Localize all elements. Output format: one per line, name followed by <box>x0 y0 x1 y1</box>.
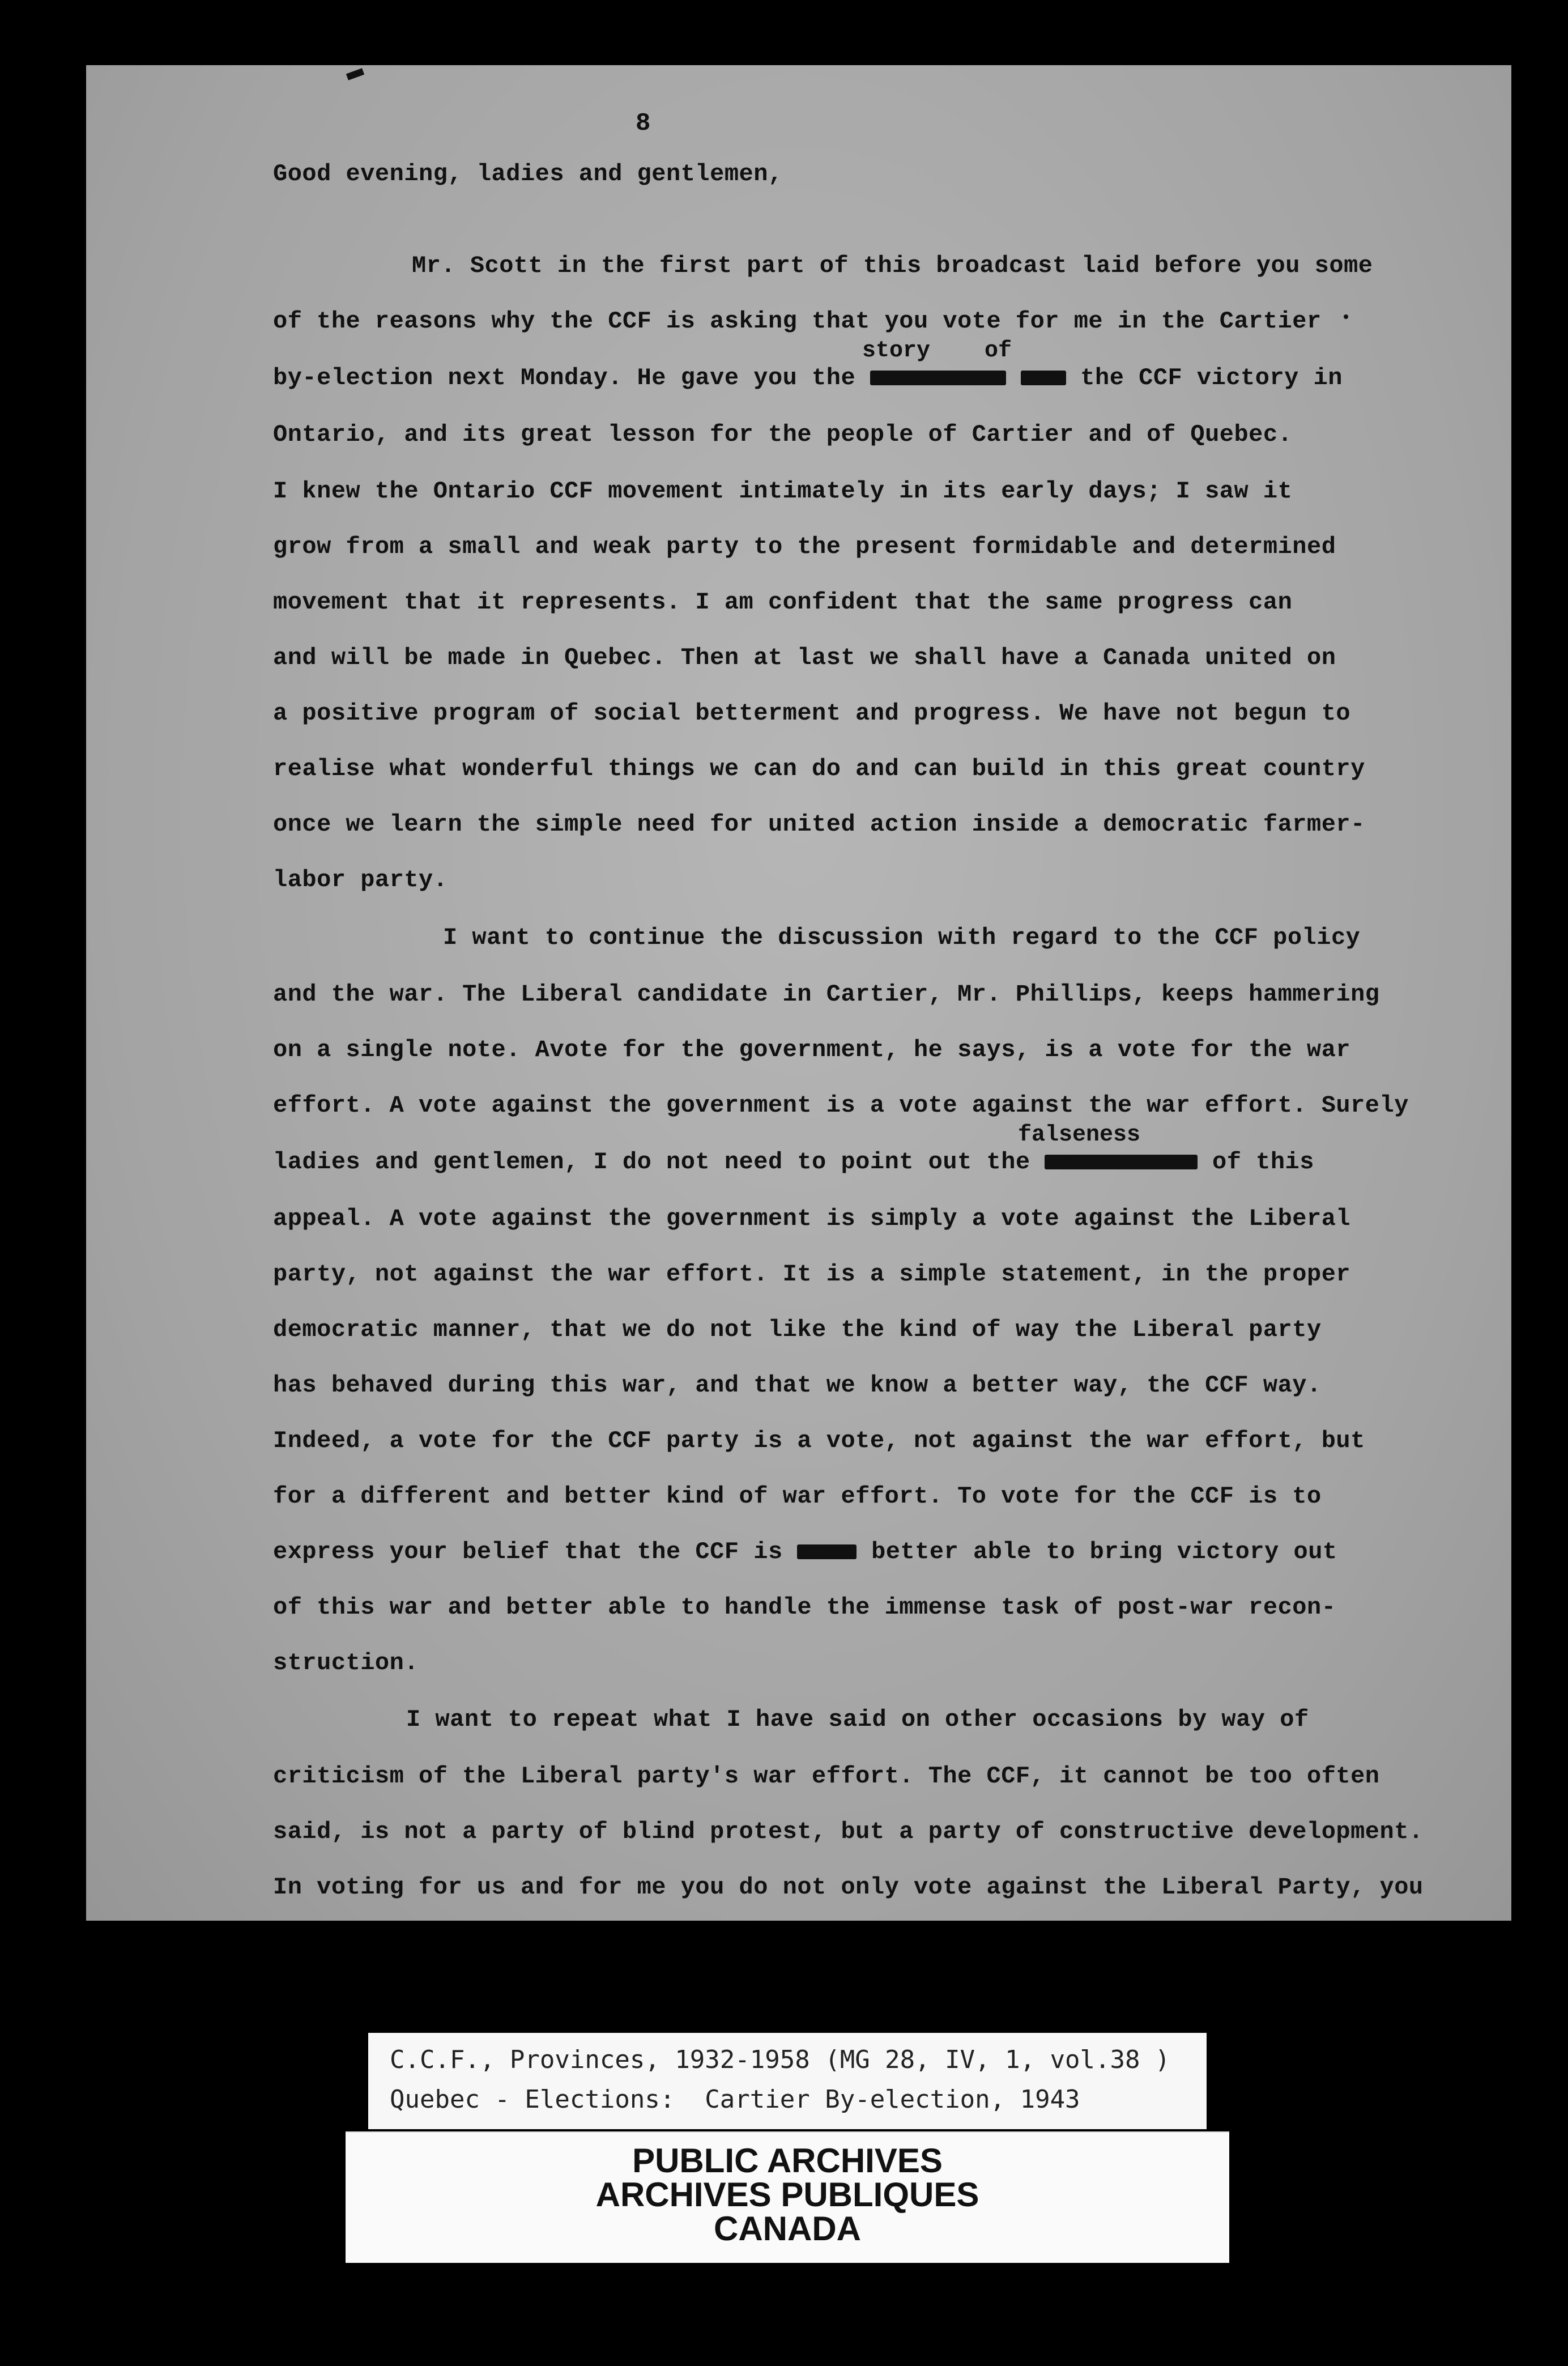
strikethrough-mark <box>1021 371 1066 385</box>
paragraph-line: I want to repeat what I have said on other occasions by way of <box>406 1706 1309 1733</box>
typescript-page <box>86 65 1511 1921</box>
paragraph-line: I knew the Ontario CCF movement intimately in its early days; I saw it <box>273 478 1293 505</box>
archive-reference-label <box>368 2033 1207 2129</box>
paragraph-line: ladies and gentlemen, I do not need to point out the of this <box>273 1148 1314 1176</box>
ink-smudge <box>346 68 364 80</box>
handwritten-insert: story of <box>862 338 1012 364</box>
paragraph-line: express your belief that the CCF is better able to bring victory out <box>273 1538 1337 1565</box>
paragraph-line: In voting for us and for me you do not only vote against the Liberal Party, you <box>273 1874 1424 1901</box>
strikethrough-mark <box>1045 1155 1198 1169</box>
greeting-line: Good evening, ladies and gentlemen, <box>273 160 783 188</box>
paragraph-line: I want to continue the discussion with regard to the CCF policy <box>443 924 1361 951</box>
paragraph-line: labor party. <box>273 866 448 893</box>
paragraph-line: for a different and better kind of war effort. To vote for the CCF is to <box>273 1483 1322 1510</box>
strikethrough-mark <box>797 1544 857 1559</box>
stamp-line: PUBLIC ARCHIVES <box>632 2142 943 2180</box>
paragraph-line: of this war and better able to handle the immense task of post-war recon- <box>273 1594 1336 1621</box>
paragraph-line: on a single note. Avote for the government, he says, is a vote for the war <box>273 1036 1351 1063</box>
handwritten-insert: falseness <box>1018 1122 1141 1148</box>
paragraph-line: effort. A vote against the government is a vote against the war effort. Surely <box>273 1092 1409 1119</box>
paragraph-line: party, not against the war effort. It is a simple statement, in the proper <box>273 1261 1351 1288</box>
paragraph-line: and will be made in Quebec. Then at last we shall have a Canada united on <box>273 644 1336 671</box>
paragraph-line: democratic manner, that we do not like the kind of way the Liberal party <box>273 1316 1322 1343</box>
paragraph-line: by-election next Monday. He gave you the the CCF victory in <box>273 364 1343 392</box>
archive-reference-line: C.C.F., Provinces, 1932-1958 (MG 28, IV, 1, vol.38 ) <box>390 2045 1170 2074</box>
paragraph-line: grow from a small and weak party to the present formidable and determined <box>273 533 1336 560</box>
stamp-line: ARCHIVES PUBLIQUES <box>595 2176 979 2214</box>
paragraph-line: of the reasons why the CCF is asking that you vote for me in the Cartier <box>273 308 1322 335</box>
archives-stamp <box>346 2131 1229 2263</box>
strikethrough-mark <box>870 371 1006 385</box>
page-number: 8 <box>636 109 651 138</box>
paragraph-line: has behaved during this war, and that we know a better way, the CCF way. <box>273 1372 1322 1399</box>
paragraph-line: and the war. The Liberal candidate in Cartier, Mr. Phillips, keeps hammering <box>273 981 1380 1008</box>
paragraph-line: once we learn the simple need for united action inside a democratic farmer- <box>273 811 1365 838</box>
ink-dot <box>1344 314 1348 319</box>
paragraph-line: Mr. Scott in the first part of this broadcast laid before you some <box>412 252 1373 279</box>
paragraph-line: movement that it represents. I am confident that the same progress can <box>273 589 1293 616</box>
paragraph-line: Ontario, and its great lesson for the people of Cartier and of Quebec. <box>273 421 1293 448</box>
paragraph-line: Indeed, a vote for the CCF party is a vote, not against the war effort, but <box>273 1427 1365 1454</box>
paragraph-line: criticism of the Liberal party's war effort. The CCF, it cannot be too often <box>273 1763 1380 1790</box>
archive-reference-line: Quebec - Elections: Cartier By-election, 1943 <box>390 2085 1080 2114</box>
paragraph-line: a positive program of social betterment and progress. We have not begun to <box>273 700 1351 727</box>
paragraph-line: realise what wonderful things we can do and can build in this great country <box>273 755 1365 782</box>
paragraph-line: said, is not a party of blind protest, but a party of constructive development. <box>273 1818 1424 1845</box>
paragraph-line: struction. <box>273 1649 419 1676</box>
paragraph-line: appeal. A vote against the government is simply a vote against the Liberal <box>273 1205 1351 1232</box>
stamp-line: CANADA <box>714 2210 861 2248</box>
